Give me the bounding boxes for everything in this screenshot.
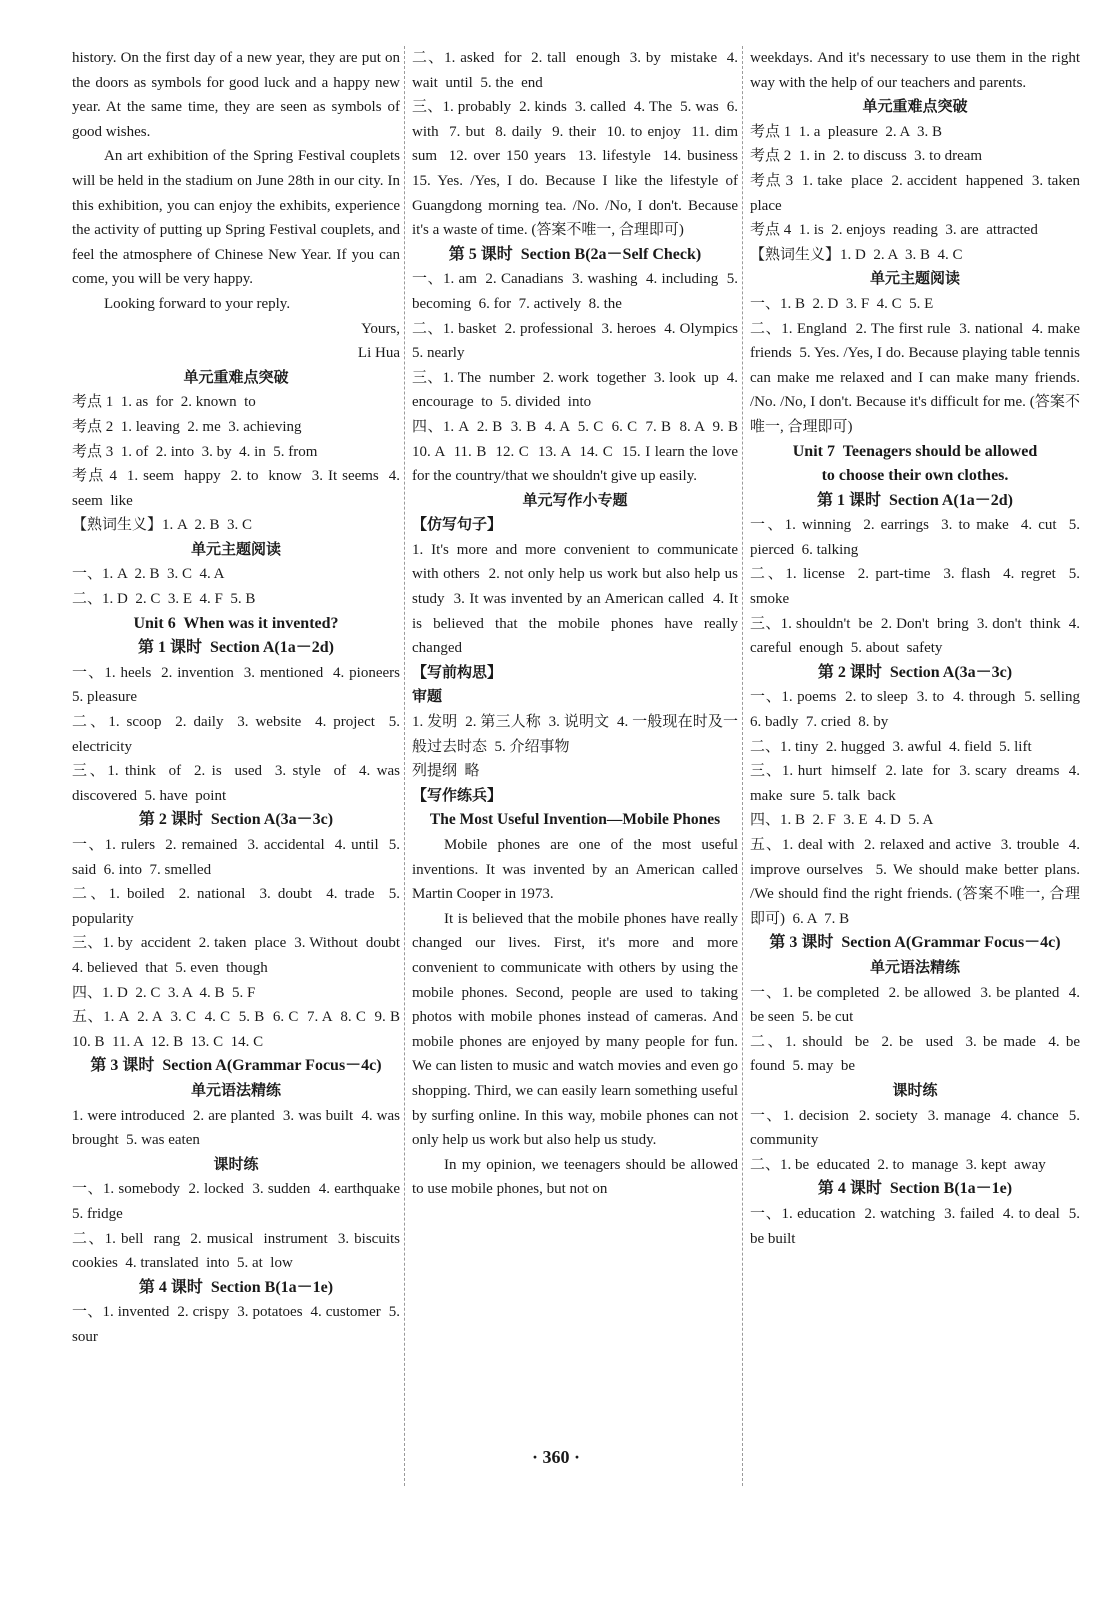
answer-line: 一、1. somebody 2. locked 3. sudden 4. earthquake 5. fridge [72,1181,408,1222]
letter-closing: Yours, [361,320,400,337]
subsection-tag: 【写作练兵】 [412,786,503,804]
answer-line: 一、1. heels 2. invention 3. mentioned 4. pioneers 5. pleasure [72,664,408,706]
letter-signature: Li Hua [357,345,400,362]
letter-body [72,46,400,317]
lesson-title: 第 5 课时 Section B(2a－Self Check) [448,245,702,263]
answer-line: 三、1. by accident 2. taken place 3. Without doubt 4. believed that 5. even though [72,935,408,976]
answer-line: 一、1. rulers 2. remained 3. accidental 4. until 5. said 6. into 7. smelled [72,837,404,878]
answer-line: 列提纲 略 [412,763,480,780]
letter-paragraph: An art exhibition of the Spring Festival couplets will be held in the stadium on June 28th in our city. In this exhibition, you can enjoy the exhibits, experience the activity of putting up Spring Festival couplets, and feel the atmosphere of Chinese New Year. If you can come, you will be very happy. [72,148,400,288]
answer-line: 二、1. scoop 2. daily 3. website 4. project 5. electricity [72,714,404,755]
answer-line: 二、1. license 2. part-time 3. flash 4. regret 5. smoke [750,566,1084,608]
lesson-title: 第 2 课时 Section A(3a－3c) [817,663,1013,681]
section-heading: 课时练 [213,1155,259,1173]
answer-line: 一、1. A 2. B 3. C 4. A [72,566,225,583]
answer-line: 四、1. A 2. B 3. B 4. A 5. C 6. C 7. B 8. A 9. B 10. A 11. B 12. C 13. A 14. C 15. I learn the love for the country/that we shouldn't give up easily. [412,418,746,485]
lesson-title: 第 2 课时 Section A(3a－3c) [138,811,334,829]
section-heading: 单元重难点突破 [183,368,289,386]
answer-line: 考点 3 1. of 2. into 3. by 4. in 5. from [72,443,318,460]
lesson-title: 第 4 课时 Section B(1a－1e) [138,1278,334,1296]
lesson-title: 第 1 课时 Section A(1a－2d) [816,491,1013,509]
answer-line: 二、1. tiny 2. hugged 3. awful 4. field 5. lift [750,738,1032,755]
answer-line: 1. 发明 2. 第三人称 3. 说明文 4. 一般现在时及一般过去时态 5. 介绍事物 [412,714,738,755]
subsection-tag: 【仿写句子】 [412,516,503,534]
section-heading: 单元主题阅读 [869,270,960,288]
answer-line: 五、1. deal with 2. relaxed and active 3. trouble 4. improve ourselves 5. We should make better plans. /We should find the right friends. (答案不唯一, 合理即可) 6. A 7. B [750,837,1084,927]
answer-line: 一、1. education 2. watching 3. failed 4. to deal 5. be built [750,1205,1084,1247]
answer-line: 一、1. invented 2. crispy 3. potatoes 4. customer 5. sour [72,1304,404,1345]
lesson-title: 第 3 课时 Section A(Grammar Focus－4c) [769,934,1061,952]
column-divider-right [742,46,743,1486]
answer-line: 三、1. shouldn't be 2. Don't bring 3. don't think 4. careful enough 5. about safety [750,615,1084,657]
section-heading: 单元重难点突破 [862,98,968,116]
essay-paragraph: Mobile phones are one of the most useful inventions. It was invented by an American called Martin Cooper in 1973. [412,837,738,903]
answer-line: 四、1. D 2. C 3. A 4. B 5. F [72,984,256,1001]
lesson-title: 第 4 课时 Section B(1a－1e) [817,1180,1013,1198]
section-heading: 单元语法精练 [190,1081,281,1099]
essay-body [412,833,738,1202]
answer-line: 1. It's more and more convenient to communicate with others 2. not only help us work but also help us study 3. It was invented by an American called 4. It is believed that the mobile phones have really changed [412,541,742,657]
answer-line: 【熟词生义】1. A 2. B 3. C [72,517,253,534]
answer-line: 【熟词生义】1. D 2. A 3. B 4. C [750,246,963,263]
lesson-title: 第 3 课时 Section A(Grammar Focus－4c) [90,1057,382,1075]
essay-continuation: weekdays. And it's necessary to use them in the right way with the help of our teachers and parents. [750,50,1084,91]
page-number: · 360 · [531,1447,580,1467]
section-heading: 单元主题阅读 [190,540,281,558]
column-left [72,46,408,1349]
answer-line: 一、1. be completed 2. be allowed 3. be planted 4. be seen 5. be cut [750,984,1084,1026]
answer-line: 一、1. winning 2. earrings 3. to make 4. cut 5. pierced 6. talking [750,517,1084,558]
answer-line: 一、1. B 2. D 3. F 4. C 5. E [750,295,934,312]
column-right [750,46,1088,1251]
review-label: 审题 [412,688,443,706]
subsection-tag: 【写前构思】 [412,663,503,681]
section-heading: 课时练 [892,1081,938,1099]
answer-line: 二、1. should be 2. be used 3. be made 4. be found 5. may be [750,1033,1088,1075]
answer-line: 二、1. be educated 2. to manage 3. kept away [750,1156,1046,1173]
section-heading: 单元写作小专题 [522,491,628,509]
answer-line: 1. were introduced 2. are planted 3. was built 4. was brought 5. was eaten [72,1107,404,1149]
answer-line: 一、1. decision 2. society 3. manage 4. chance 5. community [750,1107,1084,1149]
section-heading: 单元语法精练 [869,958,960,976]
essay-paragraph: It is believed that the mobile phones have really changed our lives. First, it's more and more convenient to communicate with others by using the mobile phones. Second, people are used to taking photos with mobile phones instead of cameras. And mobile phones are enjoyed by many people for fun. We can listen to music and watch movies and even go shopping. Third, we can easily learn something useful by surfing online. In this way, mobile phones can not only help us work but also help us study. [412,910,738,1149]
answer-line: 三、1. think of 2. is used 3. style of 4. was discovered 5. have point [72,763,408,804]
lesson-title: 第 1 课时 Section A(1a－2d) [137,639,334,657]
answer-line: 二、1. asked for 2. tall enough 3. by mistake 4. wait until 5. the end [412,50,742,91]
answer-line: 二、1. England 2. The first rule 3. national 4. make friends 5. Yes. /Yes, I do. Because playing table tennis can make me relaxed and I can make many friends. /No. /No, I don't. Because it's difficult for me. (答案不唯一, 合理即可) [750,320,1084,435]
column-middle [412,46,746,1202]
answer-line: 四、1. B 2. F 3. E 4. D 5. A [750,812,934,829]
answer-line: 二、1. boiled 2. national 3. doubt 4. trade 5. popularity [72,886,404,927]
answer-line: 考点 2 1. in 2. to discuss 3. to dream [750,148,983,165]
answer-line: 三、1. The number 2. work together 3. look up 4. encourage to 5. divided into [412,369,742,411]
unit-title: Unit 6 When was it invented? [133,614,339,632]
answer-line: 考点 1 1. a pleasure 2. A 3. B [750,123,943,140]
answer-line: 考点 3 1. take place 2. accident happened 3. taken place [750,172,1088,214]
answer-line: 二、1. bell rang 2. musical instrument 3. biscuits cookies 4. translated into 5. at low [72,1230,408,1272]
answer-line: 考点 2 1. leaving 2. me 3. achieving [72,418,302,435]
answer-line: 三、1. probably 2. kinds 3. called 4. The 5. was 6. with 7. but 8. daily 9. their 10. to enjoy 11. dim sum 12. over 150 years 13. lifestyle 14. business 15. Yes. /Yes, I do. Because I like the lifestyle of Guangdong morning tea. /No. /No, I don't. Because it's a waste of time. (答案不唯一, 合理即可) [412,99,746,239]
answer-line: 考点 4 1. is 2. enjoys reading 3. are attracted [750,222,1038,239]
letter-paragraph: Looking forward to your reply. [104,295,291,312]
answer-line: 一、1. poems 2. to sleep 3. to 4. through 5. selling 6. badly 7. cried 8. by [750,689,1088,731]
letter-paragraph: history. On the first day of a new year, they are put on the doors as symbols for good luck and a happy new year. At the same time, they are seen as symbols of good wishes. [72,50,400,140]
answer-line: 二、1. D 2. C 3. E 4. F 5. B [72,591,256,608]
essay-paragraph: In my opinion, we teenagers should be allowed to use mobile phones, but not on [412,1156,738,1198]
answer-line: 考点 4 1. seem happy 2. to know 3. It seems 4. seem like [72,468,404,509]
answer-line: 五、1. A 2. A 3. C 4. C 5. B 6. C 7. A 8. C 9. B 10. B 11. A 12. B 13. C 14. C [72,1009,408,1050]
unit-title: Unit 7 Teenagers should be allowed [792,442,1038,460]
answer-line: 三、1. hurt himself 2. late for 3. scary dreams 4. make sure 5. talk back [750,763,1084,804]
answer-line: 考点 1 1. as for 2. known to [72,394,256,411]
answer-line: 二、1. basket 2. professional 3. heroes 4. Olympics 5. nearly [412,320,746,362]
essay-title: The Most Useful Invention—Mobile Phones [429,811,721,829]
unit-title-continued: to choose their own clothes. [821,467,1009,485]
answer-line: 一、1. am 2. Canadians 3. washing 4. including 5. becoming 6. for 7. actively 8. the [412,271,742,312]
